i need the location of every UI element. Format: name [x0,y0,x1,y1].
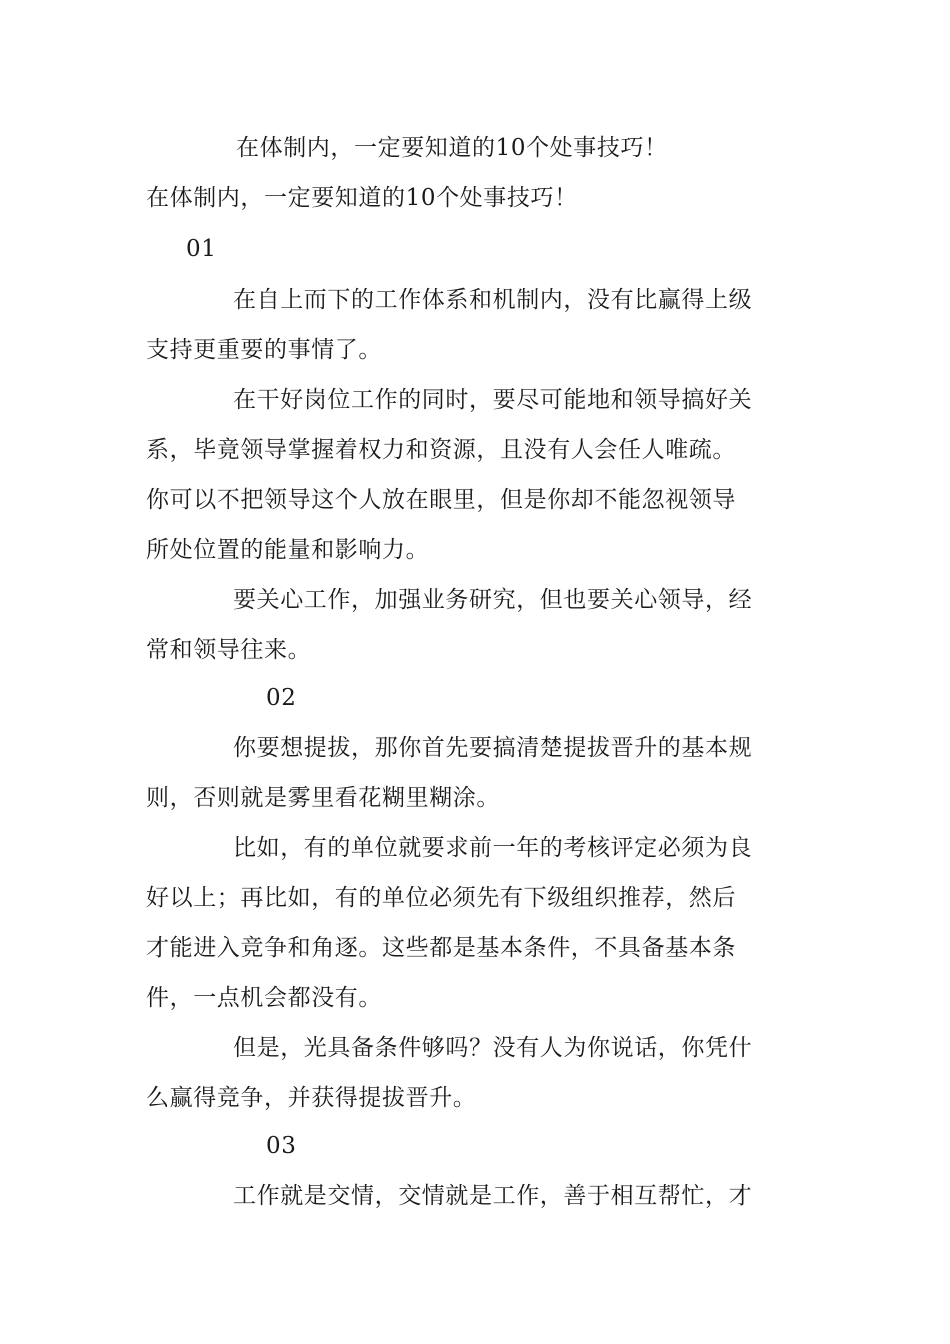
section-number-02: 02 [266,685,297,711]
paragraph-line: 系，毕竟领导掌握着权力和资源，且没有人会任人唯疏。 [146,437,736,463]
paragraph-line: 支持更重要的事情了。 [146,337,382,363]
paragraph-line: 则，否则就是雾里看花糊里糊涂。 [146,785,500,811]
paragraph-line: 但是，光具备条件够吗？没有人为你说话，你凭什 [233,1035,753,1061]
paragraph-line: 你可以不把领导这个人放在眼里，但是你却不能忽视领导 [146,487,736,513]
paragraph-line: 件，一点机会都没有。 [146,985,382,1011]
paragraph-line: 比如，有的单位就要求前一年的考核评定必须为良 [233,835,753,861]
document-title: 在体制内，一定要知道的10个处事技巧！ [236,135,668,161]
paragraph-line: 在自上而下的工作体系和机制内，没有比赢得上级 [233,287,753,313]
paragraph-line: 才能进入竞争和角逐。这些都是基本条件，不具备基本条 [146,935,736,961]
paragraph-line: 你要想提拔，那你首先要搞清楚提拔晋升的基本规 [233,735,753,761]
section-number-03: 03 [266,1133,297,1159]
paragraph-line: 好以上；再比如，有的单位必须先有下级组织推荐，然后 [146,885,736,911]
paragraph-line: 常和领导往来。 [146,637,312,663]
paragraph-line: 工作就是交情，交情就是工作，善于相互帮忙，才 [233,1183,753,1209]
paragraph-line: 么赢得竞争，并获得提拔晋升。 [146,1085,477,1111]
section-number-01: 01 [186,236,217,262]
paragraph-line: 要关心工作，加强业务研究，但也要关心领导，经 [233,587,753,613]
document-subtitle: 在体制内，一定要知道的10个处事技巧！ [146,185,578,211]
paragraph-line: 在干好岗位工作的同时，要尽可能地和领导搞好关 [233,387,753,413]
paragraph-line: 所处位置的能量和影响力。 [146,537,430,563]
